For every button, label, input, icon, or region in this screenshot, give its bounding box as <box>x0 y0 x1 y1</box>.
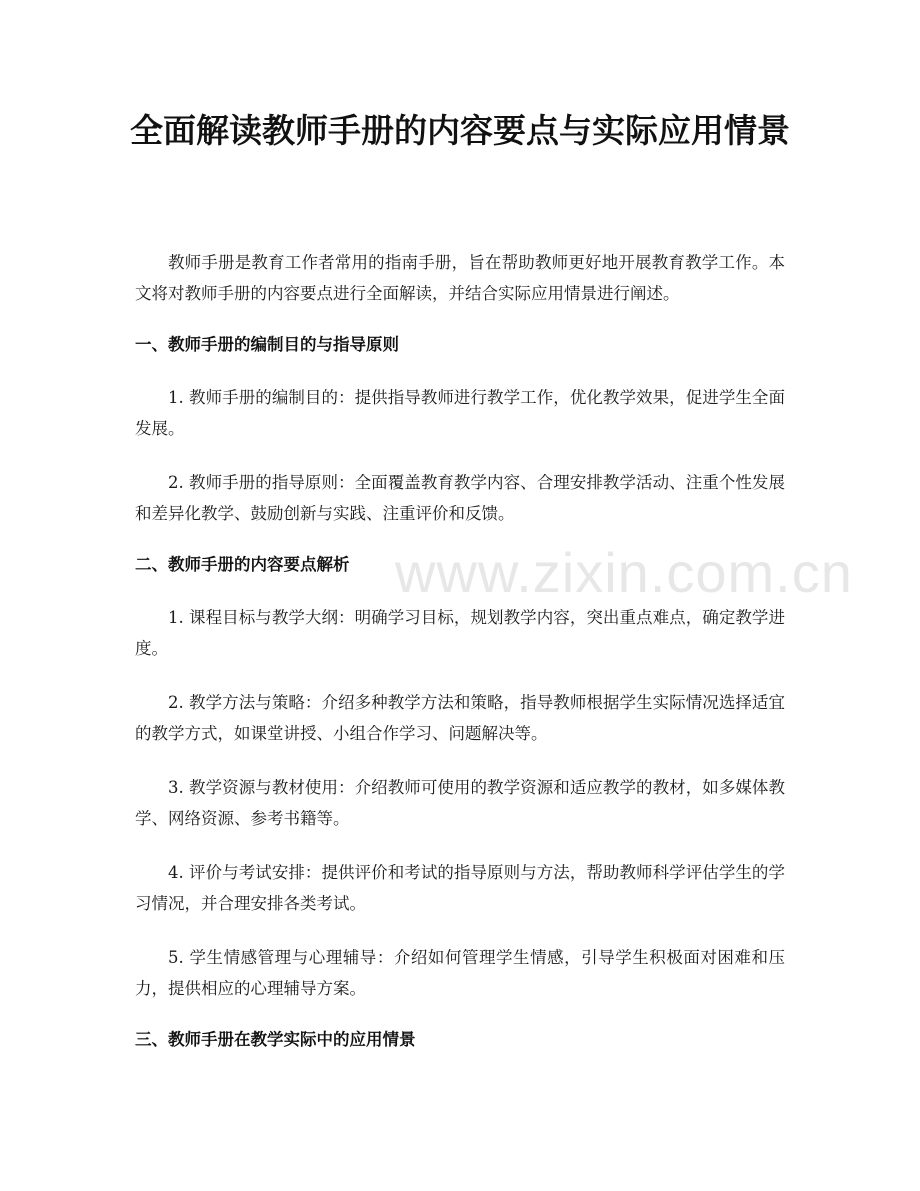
section-2-item-3: 3. 教学资源与教材使用：介绍教师可使用的教学资源和适应教学的教材，如多媒体教学、网络资源、参考书籍等。 <box>135 778 785 828</box>
section-2-item-4: 4. 评价与考试安排：提供评价和考试的指导原则与方法，帮助教师科学评估学生的学习情况，并合理安排各类考试。 <box>135 863 785 913</box>
page-title: 全面解读教师手册的内容要点与实际应用情景 <box>130 111 790 150</box>
intro-paragraph: 教师手册是教育工作者常用的指南手册，旨在帮助教师更好地开展教育教学工作。本文将对教师手册的内容要点进行全面解读，并结合实际应用情景进行阐述。 <box>135 253 785 303</box>
section-2-item-1: 1. 课程目标与教学大纲：明确学习目标，规划教学内容，突出重点难点，确定教学进度。 <box>135 608 785 658</box>
section-1-item-2: 2. 教师手册的指导原则：全面覆盖教育教学内容、合理安排教学活动、注重个性发展和差异化教学、鼓励创新与实践、注重评价和反馈。 <box>135 473 785 523</box>
section-heading-2: 二、教师手册的内容要点解析 <box>135 555 350 574</box>
watermark: www.zixin.com.cn <box>395 541 853 604</box>
section-heading-1: 一、教师手册的编制目的与指导原则 <box>135 335 399 354</box>
document-body <box>135 247 785 1077</box>
section-2-item-2: 2. 教学方法与策略：介绍多种教学方法和策略，指导教师根据学生实际情况选择适宜的教学方式，如课堂讲授、小组合作学习、问题解决等。 <box>135 693 785 743</box>
section-heading-3: 三、教师手册在教学实际中的应用情景 <box>135 1030 416 1049</box>
section-1-item-1: 1. 教师手册的编制目的：提供指导教师进行教学工作，优化教学效果，促进学生全面发展。 <box>135 388 785 438</box>
section-2-item-5: 5. 学生情感管理与心理辅导：介绍如何管理学生情感，引导学生积极面对困难和压力，提供相应的心理辅导方案。 <box>135 948 785 998</box>
